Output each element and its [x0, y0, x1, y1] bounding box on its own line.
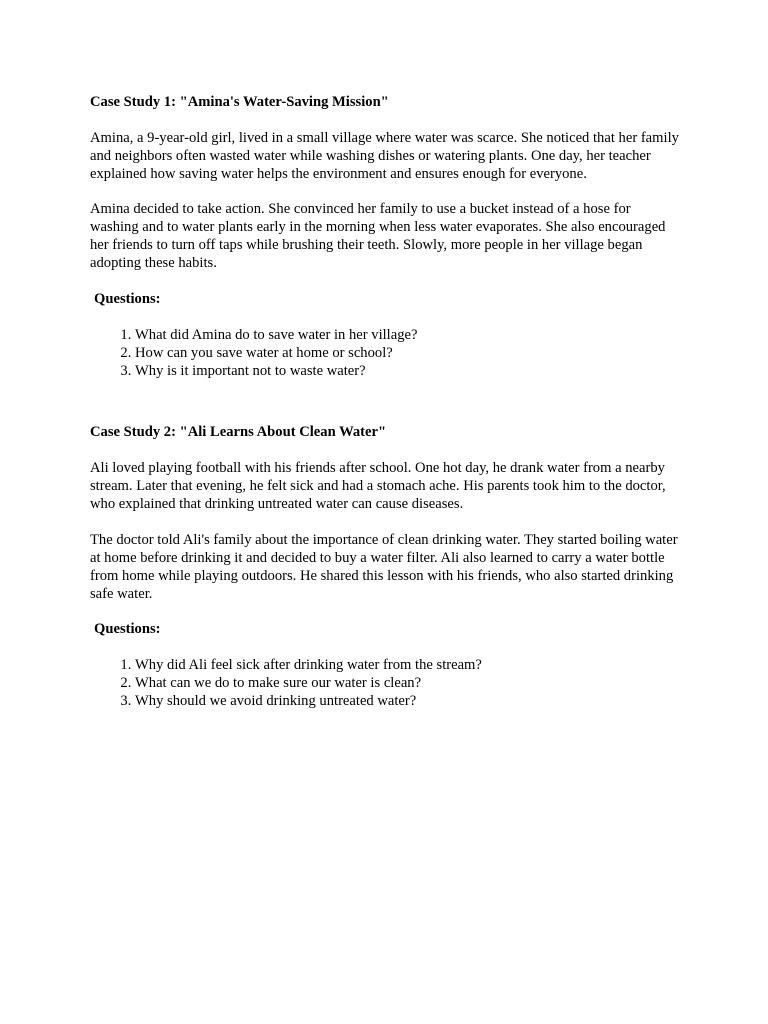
question-item: 1. What did Amina do to save water in her village?	[135, 327, 680, 345]
case-study-1-title: Case Study 1: "Amina's Water-Saving Mission"	[90, 94, 389, 110]
case-study-2-paragraph-1: Ali loved playing football with his friends after school. One hot day, he drank water from a nearby stream. Later that evening, he felt sick and had a stomach ache. His parents took him to the doctor, who explained that drinking untreated water can cause diseases.	[90, 460, 666, 513]
question-item: 1. Why did Ali feel sick after drinking water from the stream?	[135, 657, 680, 675]
document-page	[90, 94, 680, 711]
case-study-2-title: Case Study 2: "Ali Learns About Clean Water"	[90, 424, 387, 441]
case-study-1-questions-label: Questions:	[94, 290, 161, 307]
case-study-2	[90, 424, 680, 710]
case-study-1-paragraph-1: Amina, a 9-year-old girl, lived in a small village where water was scarce. She noticed that her family and neighbors often wasted water while washing dishes or watering plants. One day, her teacher explained how saving water helps the environment and ensures enough for everyone.	[90, 129, 679, 182]
case-study-2-paragraph-2: The doctor told Ali's family about the importance of clean drinking water. They started boiling water at home before drinking it and decided to buy a water filter. Ali also learned to carry a water bottle from home while playing outdoors. He shared this lesson with his friends, who also started drinking safe water.	[90, 531, 678, 602]
case-study-2-questions-list	[90, 657, 680, 711]
question-item: 3. Why is it important not to waste water?	[135, 363, 680, 381]
question-item: 2. How can you save water at home or school?	[135, 345, 680, 363]
case-study-2-questions-label: Questions:	[94, 621, 161, 638]
section-spacer	[90, 380, 680, 424]
case-study-1-paragraph-2: Amina decided to take action. She convinced her family to use a bucket instead of a hose for washing and to water plants early in the morning when less water evaporates. She also encouraged her friends to turn off taps while brushing their teeth. Slowly, more people in her village began adopting these habits.	[90, 201, 666, 272]
case-study-1-questions-list	[90, 327, 680, 381]
question-item: 2. What can we do to make sure our water is clean?	[135, 675, 680, 693]
case-study-1	[90, 94, 680, 380]
question-item: 3. Why should we avoid drinking untreated water?	[135, 693, 680, 711]
